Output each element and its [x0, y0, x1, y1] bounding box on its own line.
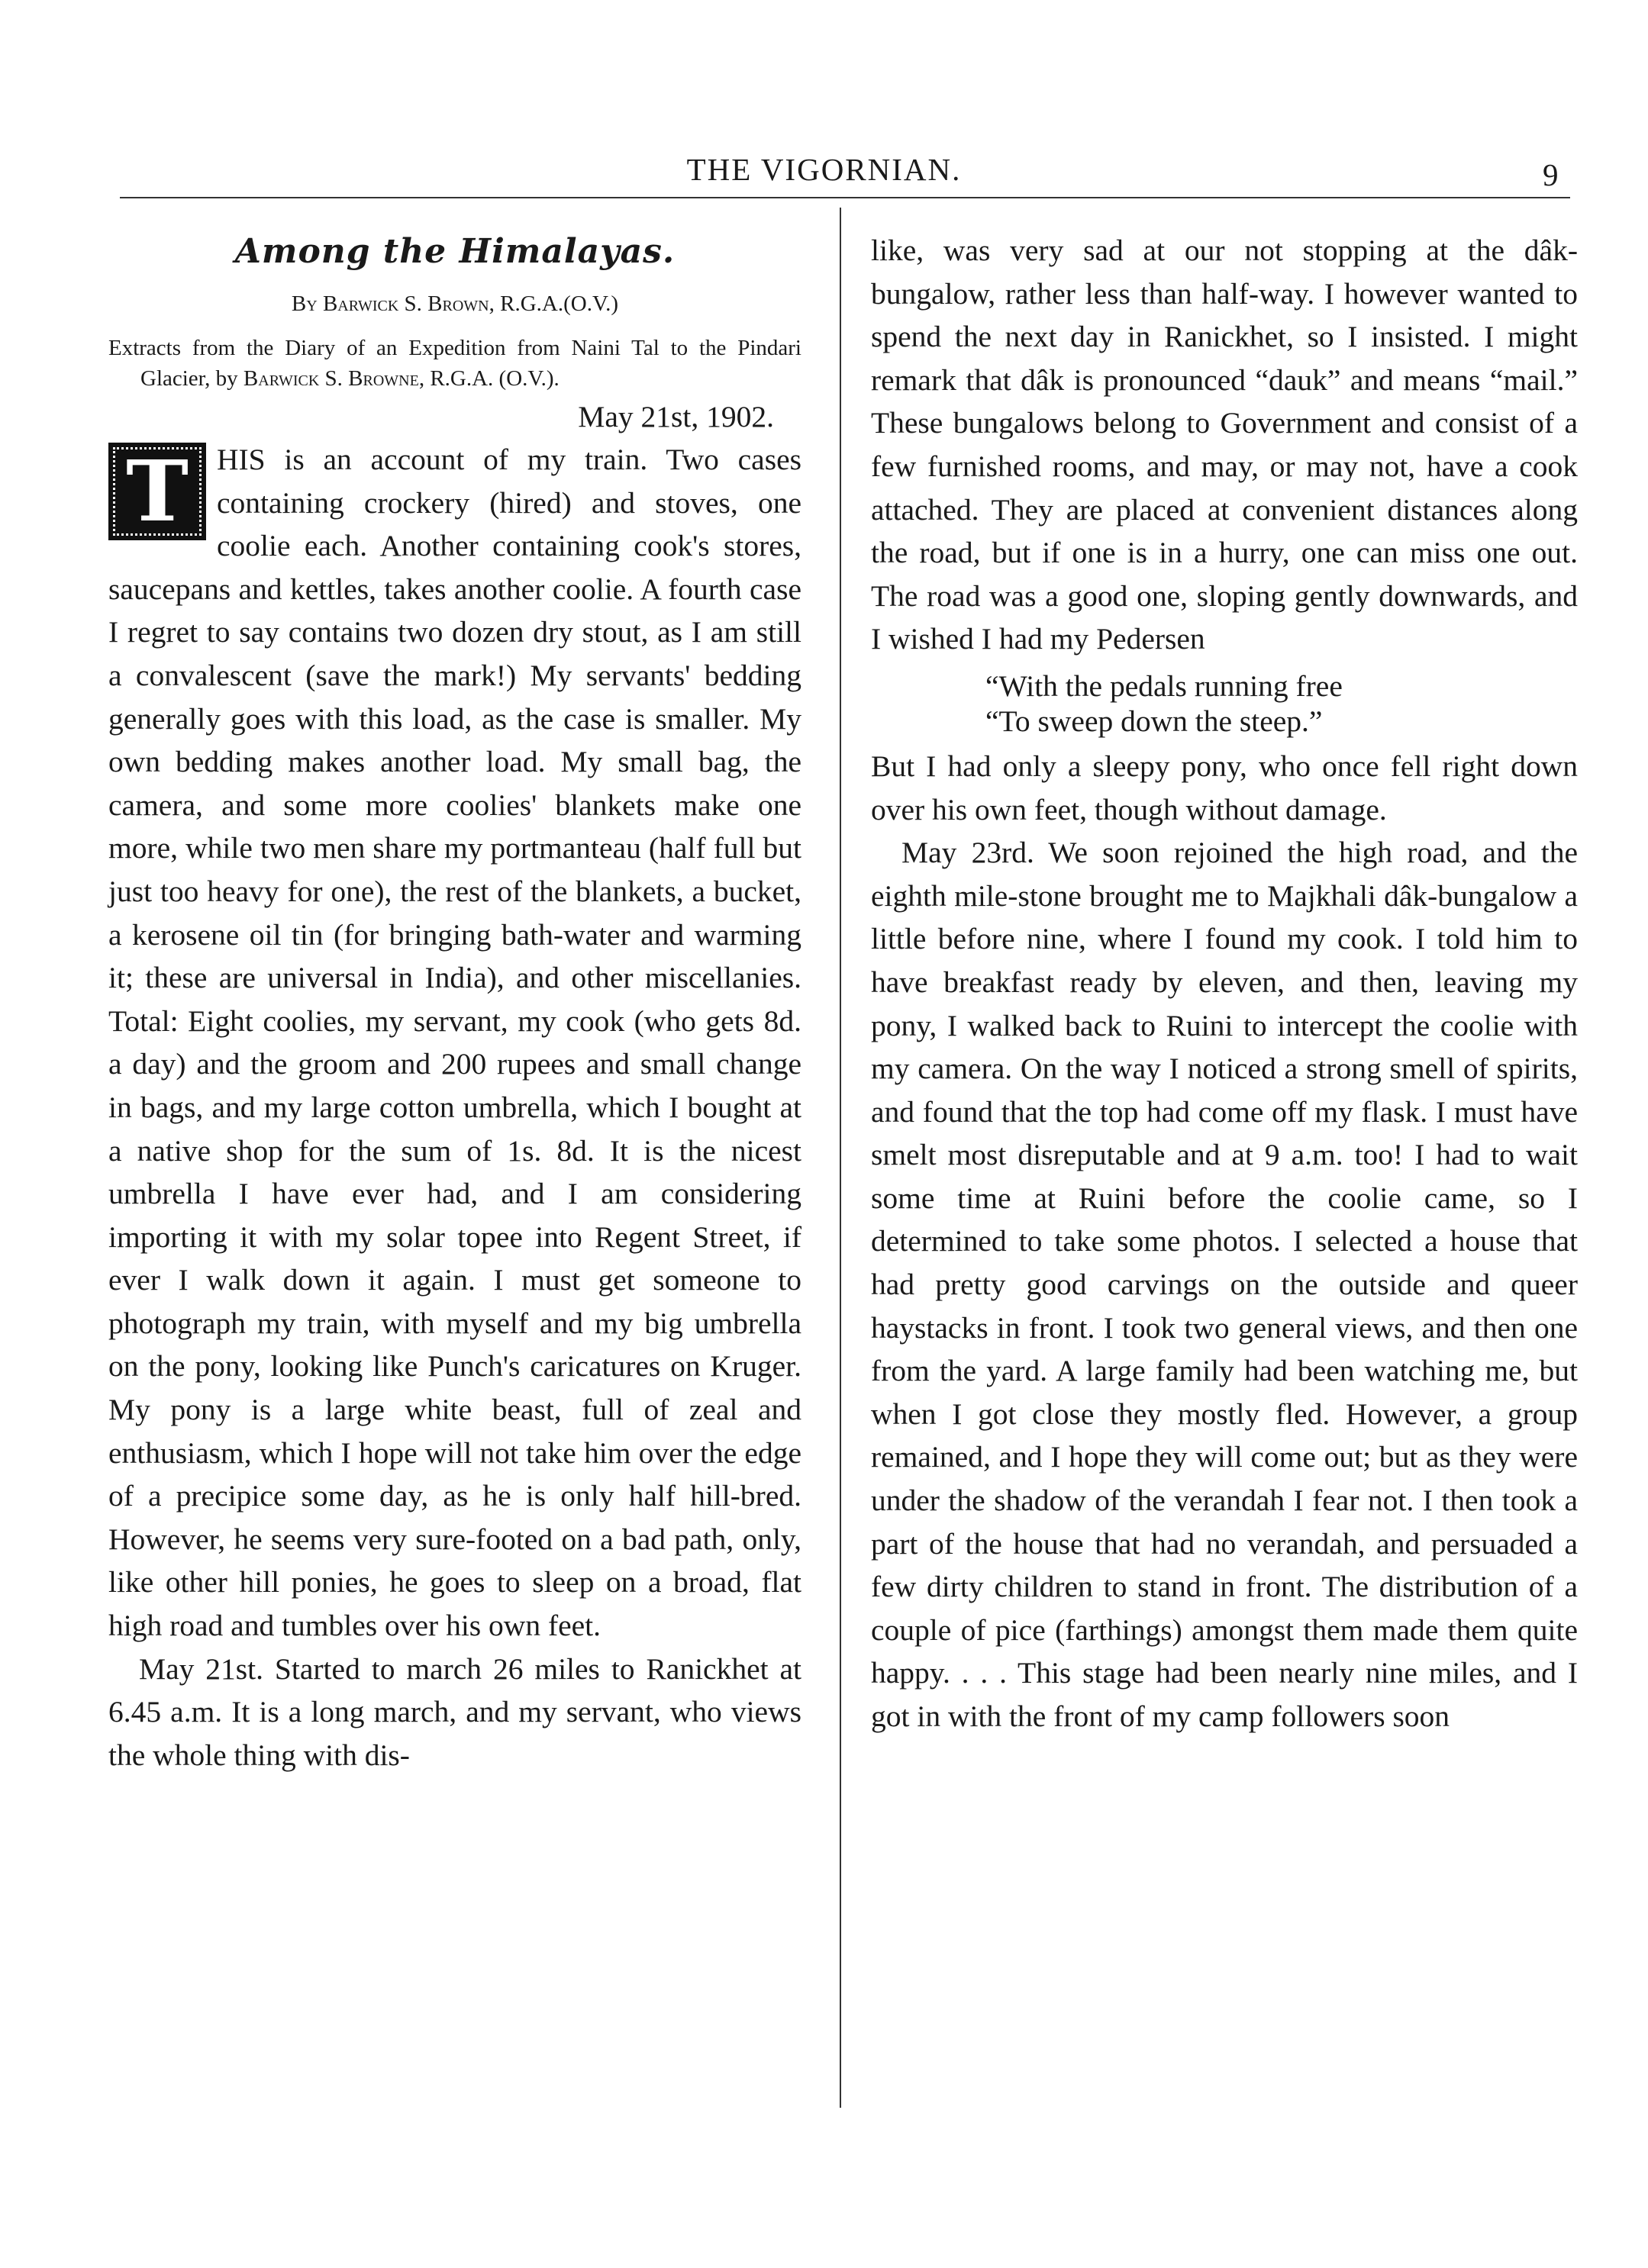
dropcap-initial: T [108, 443, 206, 540]
paragraph-3: like, was very sad at our not stopping at the dâk-bungalow, rather less than half-way. I however wanted to spend the next day in Ranickhet, so I insisted. I might remark that dâk is pronounced “dauk” and means “mail.” These bungalows belong to Government and consist of a few furnished rooms, and may, or may not, have a cook attached. They are placed at convenient distances along the road, but if one is in a hurry, one can miss one out. The road was a good one, sloping gently downwards, and I wished I had my Pedersen [871, 234, 1578, 656]
intro-suffix: , R.G.A. (O.V.). [418, 366, 560, 391]
paragraph-1-text: HIS is an account of my train. Two cases containing crockery (hired) and stoves, one coolie each. Another containing cook's stores, saucepans and kettles, takes another coolie. A fourth case I regret to say contains two dozen dry stout, as I am still a convalescent (save the mark!) My servants' bedding generally goes with this load, as the case is smaller. My own bedding makes another load. My small bag, the camera, and some more coolies' blankets make one more, while two men share my portmanteau (half full but just too heavy for one), the rest of the blankets, a bucket, a kerosene oil tin (for bringing bath-water and warming it; these are universal in India), and other miscellanies. Total: Eight coolies, my servant, my cook (who gets 8d. a day) and the groom and 200 rupees and small change in bags, and my large cotton umbrella, which I bought at a native shop for the sum of 1s. 8d. It is the nicest umbrella I have ever had, and I am considering importing it with my solar topee into Regent Street, if ever I walk down it again. I must get someone to photograph my train, with myself and my big umbrella on the pony, looking like Punch's caricatures on Kruger. My pony is a large white beast, full of zeal and enthusiasm, which I hope will not take him over the edge of a precipice some day, as he is only half hill-bred. However, he seems very sure-footed on a bad path, only, like other hill ponies, he goes to sleep on a broad, flat high road and tumbles over his own feet. [108, 443, 801, 1643]
paragraph-4: But I had only a sleepy pony, who once fell right down over his own feet, though without damage. [871, 749, 1578, 826]
dateline: May 21st, 1902. [578, 400, 774, 433]
paragraph-1 [108, 438, 801, 1648]
verse-line-2: “To sweep down the steep.” [985, 704, 1323, 738]
verse-quote [871, 668, 1578, 739]
paragraph-2: May 21st. Started to march 26 miles to Ranickhet at 6.45 a.m. It is a long march, and my servant, who views the whole thing with dis- [108, 1651, 801, 1772]
column-divider [840, 208, 841, 2108]
byline [108, 288, 801, 319]
article-title: Among the Himalayas. [234, 232, 676, 271]
byline-suffix: , R.G.A.(O.V.) [489, 292, 619, 316]
byline-name: Barwick S. Brown [322, 292, 489, 316]
header-rule [120, 197, 1570, 198]
intro-name: Barwick S. Browne [243, 366, 419, 391]
verse-line-1: “With the pedals running free [985, 668, 1343, 703]
running-head: THE VIGORNIAN. [686, 152, 962, 187]
page-number: 9 [1543, 157, 1559, 192]
byline-prefix: By [291, 292, 318, 316]
article-intro [108, 333, 801, 394]
left-column [108, 229, 801, 1777]
right-column [871, 229, 1578, 1738]
paragraph-5: May 23rd. We soon rejoined the high road, and the eighth mile-stone brought me to Majkhali dâk-bungalow a little before nine, where I found my cook. I told him to have breakfast ready by eleven, and then, leaving my pony, I walked back to Ruini to intercept the coolie with my camera. On the way I noticed a strong smell of spirits, and found that the top had come off my flask. I must have smelt most disreputable and at 9 a.m. too! I had to wait some time at Ruini before the coolie came, so I determined to take some photos. I selected a house that had pretty good carvings on the outside and queer haystacks in front. I took two general views, and then one from the yard. A large family had been watching me, but when I got close they mostly fled. However, a group remained, and I hope they will come out; but as they were under the shadow of the verandah I fear not. I then took a part of the house that had no verandah, and persuaded a few dirty children to stand in front. The distribution of a couple of pice (farthings) amongst them made them quite happy. . . . This stage had been nearly nine miles, and I got in with the front of my camp followers soon [871, 836, 1578, 1733]
intro-text: Extracts from the Diary of an Expedition from Naini Tal to the Pindari Glacier, by [108, 336, 801, 391]
